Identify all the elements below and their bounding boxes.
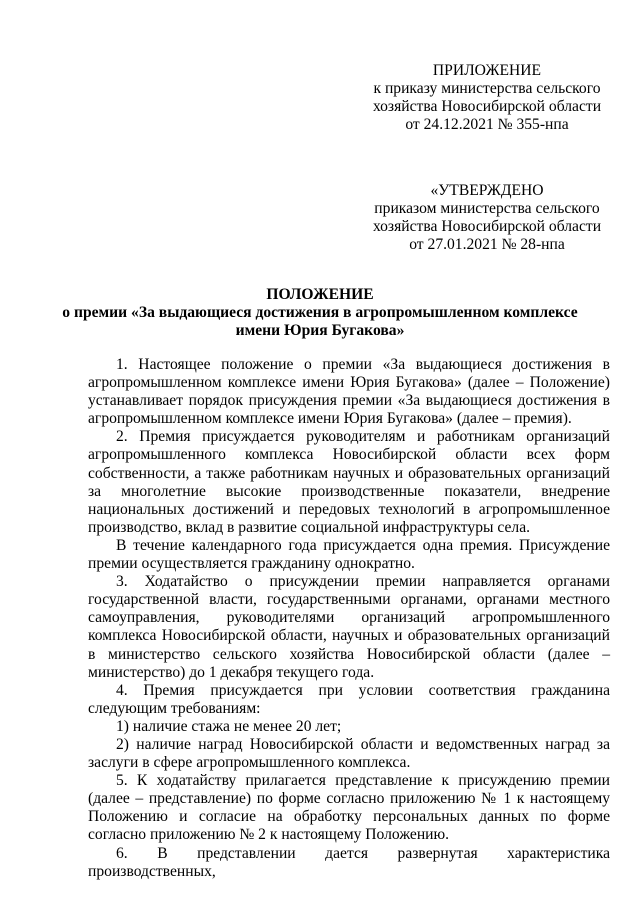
paragraph-6: 6. В представлении дается развернутая характеристика производственных, — [88, 844, 610, 880]
title-line-3: имени Юрия Бугакова» — [235, 322, 405, 339]
requirement-2: 2) наличие наград Новосибирской области и ведомственных наград за заслуги в сфере агропромышленного комплекса. — [88, 735, 610, 772]
title-line-1: ПОЛОЖЕНИЕ — [266, 286, 374, 303]
approved-line-4: от 27.01.2021 № 28-нпа — [409, 236, 565, 253]
appendix-line-4: от 24.12.2021 № 355-нпа — [405, 116, 569, 133]
paragraph-3: 3. Ходатайство о присуждении премии направляется органами государственной власти, государственными органами, органами местного самоуправления, руководителями организаций агропромышленного комплекса Новосибирской области, научных и образовательных организаций в министерство сельского хозяйства Новосибирской области (далее – министерство) до 1 декабря текущего года. — [88, 573, 610, 681]
appendix-header — [362, 62, 612, 134]
paragraph-2-note: В течение календарного года присуждается одна премия. Присуждение премии осуществляется гражданину однократно. — [88, 536, 610, 573]
approved-header — [362, 182, 612, 254]
appendix-heading: ПРИЛОЖЕНИЕ — [432, 62, 542, 79]
appendix-line-2: к приказу министерства сельского — [373, 80, 601, 97]
appendix-line-3: хозяйства Новосибирской области — [372, 98, 602, 115]
approved-heading: «УТВЕРЖДЕНО — [430, 182, 544, 199]
document-title — [0, 286, 640, 340]
title-line-2: о премии «За выдающиеся достижения в агропромышленном комплексе — [62, 304, 578, 321]
paragraph-1: 1. Настоящее положение о премии «За выдающиеся достижения в агропромышленном комплексе имени Юрия Бугакова» (далее – Положение) устанавливает порядок присуждения премии «За выдающиеся достижения в агропромышленном комплексе имени Юрия Бугакова» (далее – премия). — [88, 356, 610, 428]
approved-line-3: хозяйства Новосибирской области — [372, 218, 602, 235]
paragraph-2: 2. Премия присуждается руководителям и работникам организаций агропромышленного комплекса Новосибирской области всех форм собственности, а также работникам научных и образовательных организаций за многолетние высокие производственные показатели, внедрение национальных достижений и передовых технологий в агропромышленное производство, вклад в развитие социальной инфраструктуры села. — [88, 428, 610, 536]
document-body — [88, 356, 610, 881]
requirement-1: 1) наличие стажа не менее 20 лет; — [116, 717, 342, 735]
paragraph-5: 5. К ходатайству прилагается представление к присуждению премии (далее – представление) по форме согласно приложению № 1 к настоящему Положению и согласие на обработку персональных данных по форме согласно приложению № 2 к настоящему Положению. — [88, 772, 610, 844]
paragraph-4: 4. Премия присуждается при условии соответствия гражданина следующим требованиям: — [88, 681, 610, 717]
approved-line-2: приказом министерства сельского — [374, 200, 600, 217]
